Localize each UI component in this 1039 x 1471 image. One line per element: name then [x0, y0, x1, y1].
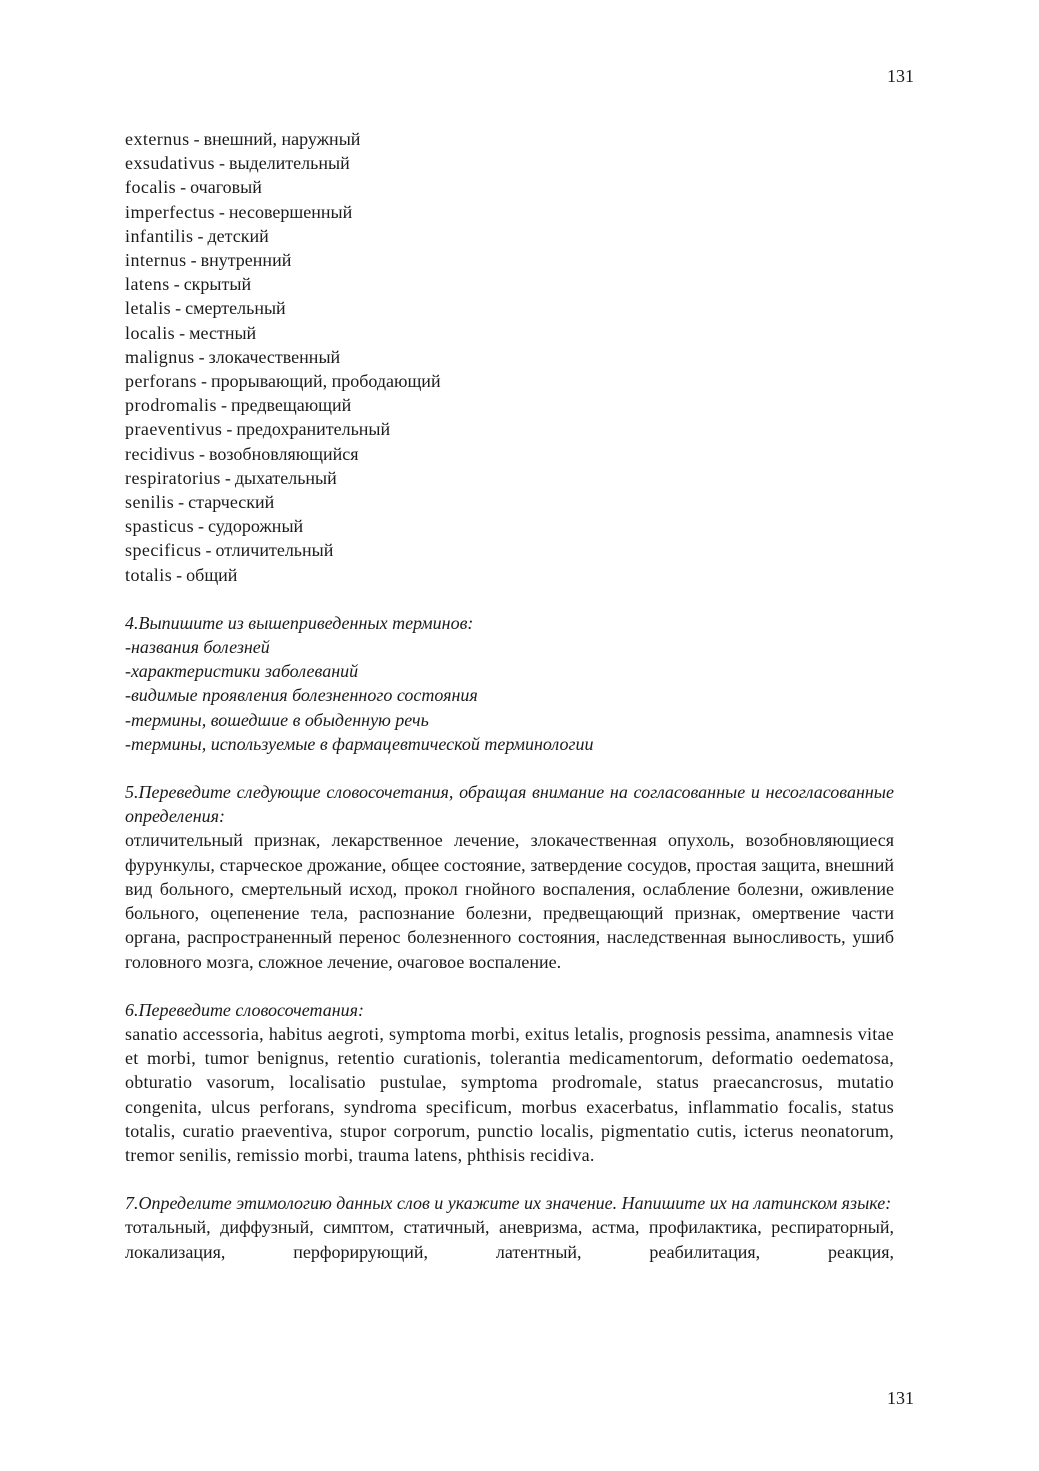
glossary-entry: [125, 175, 894, 199]
term-separator: -: [220, 395, 227, 416]
russian-translation: местный: [189, 322, 257, 343]
term-separator: -: [173, 274, 180, 295]
glossary-entry: [125, 296, 894, 320]
term-separator: -: [218, 153, 225, 174]
latin-term: infantilis: [125, 225, 194, 246]
russian-translation: внутренний: [200, 250, 292, 271]
glossary-entry: [125, 393, 894, 417]
term-separator: -: [198, 346, 205, 367]
russian-translation: внешний, наружный: [203, 129, 361, 149]
glossary-entry: [125, 127, 894, 151]
task-7: [125, 1191, 894, 1264]
glossary-entry: [125, 248, 894, 272]
task-4-item: -характеристики заболеваний: [125, 661, 359, 682]
term-separator: -: [190, 250, 197, 271]
glossary-entry: [125, 369, 894, 393]
latin-term: exsudativus: [125, 153, 215, 174]
task-5-body: отличительный признак, лекарственное лечение, злокачественная опухоль, возобновляющиеся фурункулы, старческое дрожание, общее состояние, затвердение сосудов, простая защита, внешний вид больного, смертельный исход, прокол гнойного воспаления, ослабление болезни, оживление больного, оцепенение тела, распознание болезни, предвещающий признак, омертвение части органа, распространенный перенос болезненного состояния, наследственная выносливость, ушиб головного мозга, сложное лечение, очаговое воспаление.: [125, 830, 894, 972]
latin-term: externus: [125, 129, 190, 149]
russian-translation: детский: [207, 225, 269, 246]
glossary-list: [125, 127, 894, 587]
spacer: [125, 974, 894, 998]
page-number-top: 131: [887, 66, 914, 86]
russian-translation: несовершенный: [228, 201, 353, 222]
glossary-entry: [125, 200, 894, 224]
term-separator: -: [176, 564, 183, 585]
glossary-entry: [125, 442, 894, 466]
term-separator: -: [218, 201, 225, 222]
task-4-item: -термины, вошедшие в обыденную речь: [125, 709, 429, 730]
latin-term: totalis: [125, 564, 173, 585]
task-6: [125, 998, 894, 1167]
latin-term: localis: [125, 322, 176, 343]
task-4-item: -видимые проявления болезненного состояния: [125, 685, 478, 706]
term-separator: -: [175, 298, 182, 319]
task-4-items: [125, 635, 894, 756]
task-5: [125, 780, 894, 974]
latin-term: senilis: [125, 492, 175, 513]
term-separator: -: [205, 540, 212, 561]
task-6-body: sanatio accessoria, habitus aegroti, symptoma morbi, exitus letalis, prognosis pessima, anamnesis vitae et morbi, tumor benignus, retentio curationis, tolerantia medicamentorum, deformatio oedematosa, obturatio vasorum, localisatio pustulae, symptoma prodromale, status praecancrosus, mutatio congenita, ulcus perforans, syndroma specificum, morbus exacerbatus, inflammatio focalis, status totalis, curatio praeventiva, stupor corporum, punctio localis, pigmentatio cutis, icterus neonatorum, tremor senilis, remissio morbi, trauma latens, phthisis recidiva.: [125, 1023, 894, 1165]
term-separator: -: [201, 371, 208, 392]
russian-translation: общий: [186, 564, 238, 585]
latin-term: prodromalis: [125, 395, 217, 416]
glossary-entry: [125, 514, 894, 538]
russian-translation: прорывающий, прободающий: [211, 371, 441, 392]
glossary-entry: [125, 490, 894, 514]
russian-translation: старческий: [188, 492, 275, 513]
task-5-heading: 5.Переведите следующие словосочетания, обращая внимание на согласованные и несогласованные определения:: [125, 782, 894, 827]
term-separator: -: [198, 516, 205, 537]
russian-translation: очаговый: [190, 177, 262, 198]
term-separator: -: [178, 492, 185, 513]
russian-translation: злокачественный: [208, 346, 341, 367]
task-4-heading: 4.Выпишите из вышеприведенных терминов:: [125, 612, 474, 633]
latin-term: praeventivus: [125, 419, 223, 440]
russian-translation: отличительный: [215, 540, 334, 561]
spacer: [125, 756, 894, 780]
page-content: [125, 127, 894, 1264]
glossary-entry: [125, 321, 894, 345]
latin-term: imperfectus: [125, 201, 215, 222]
latin-term: respiratorius: [125, 467, 221, 488]
latin-term: spasticus: [125, 516, 195, 537]
russian-translation: дыхательный: [234, 467, 337, 488]
page-number-bottom: 131: [887, 1388, 914, 1408]
glossary-entry: [125, 563, 894, 587]
russian-translation: выделительный: [228, 153, 350, 174]
task-4: [125, 611, 894, 756]
glossary-entry: [125, 417, 894, 441]
russian-translation: возобновляющийся: [209, 443, 359, 464]
glossary-entry: [125, 272, 894, 296]
term-separator: -: [193, 129, 200, 149]
latin-term: focalis: [125, 177, 177, 198]
task-6-heading: 6.Переведите словосочетания:: [125, 999, 364, 1020]
term-separator: -: [180, 177, 187, 198]
glossary-entry: [125, 538, 894, 562]
glossary-entry: [125, 466, 894, 490]
task-4-item: -термины, используемые в фармацевтической терминологии: [125, 733, 594, 754]
term-separator: -: [199, 443, 206, 464]
term-separator: -: [226, 419, 233, 440]
latin-term: latens: [125, 274, 170, 295]
russian-translation: предохранительный: [236, 419, 391, 440]
latin-term: letalis: [125, 298, 172, 319]
russian-translation: судорожный: [208, 516, 304, 537]
latin-term: recidivus: [125, 443, 196, 464]
russian-translation: скрытый: [183, 274, 252, 295]
task-4-item: -названия болезней: [125, 637, 270, 658]
spacer: [125, 1167, 894, 1191]
russian-translation: смертельный: [185, 298, 286, 319]
term-separator: -: [179, 322, 186, 343]
task-7-heading: 7.Определите этимологию данных слов и укажите их значение. Напишите их на латинском языке:: [125, 1193, 892, 1214]
task-7-body: тотальный, диффузный, симптом, статичный, аневризма, астма, профилактика, респираторный, локализация, перфорирующий, латентный, реабилитация, реакция,: [125, 1217, 894, 1262]
spacer: [125, 587, 894, 611]
glossary-entry: [125, 224, 894, 248]
latin-term: perforans: [125, 371, 198, 392]
term-separator: -: [197, 225, 204, 246]
russian-translation: предвещающий: [230, 395, 352, 416]
glossary-entry: [125, 345, 894, 369]
glossary-entry: [125, 151, 894, 175]
latin-term: specificus: [125, 540, 202, 561]
latin-term: malignus: [125, 346, 195, 367]
term-separator: -: [224, 467, 231, 488]
latin-term: internus: [125, 250, 187, 271]
